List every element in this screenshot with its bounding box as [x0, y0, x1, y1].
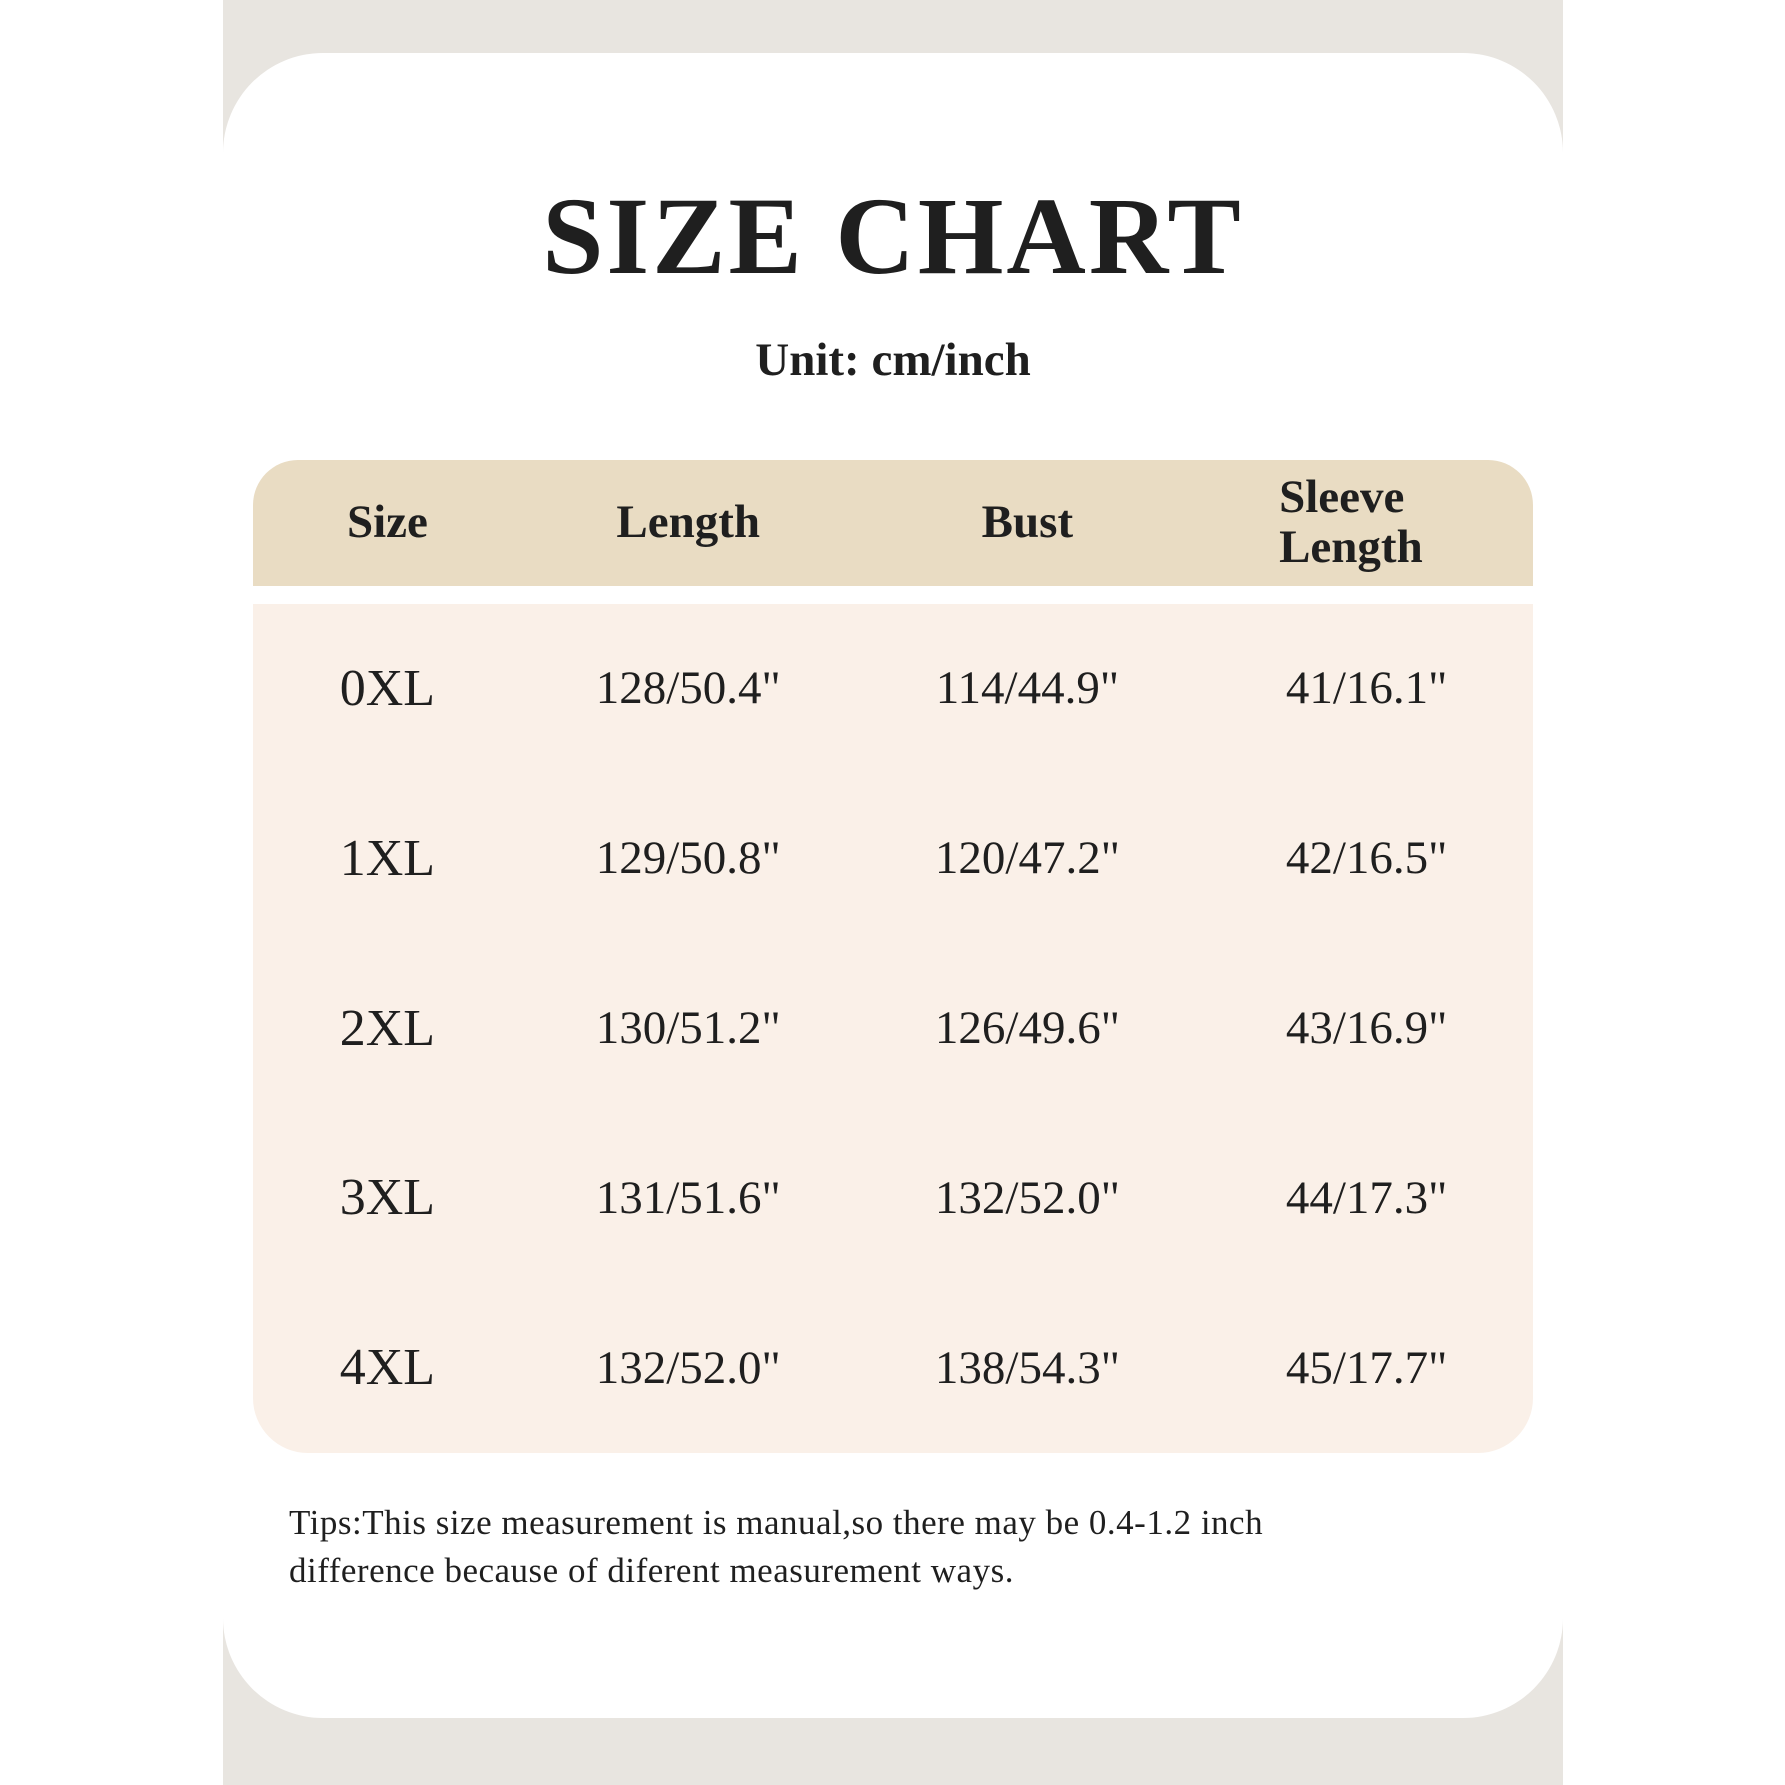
- table-row: [253, 943, 1533, 1113]
- header-cell-bust: [981, 495, 1074, 548]
- header-cell-sleeve-length: [1279, 473, 1454, 572]
- header-cell-length: [616, 495, 761, 548]
- bust-cell: 132/52.0": [934, 1171, 1120, 1224]
- table-row: [253, 1113, 1533, 1283]
- bust-cell: 120/47.2": [934, 832, 1120, 885]
- length-cell: 132/52.0": [595, 1341, 781, 1394]
- tips-text: Tips:This size measurement is manual,so there may be 0.4-1.2 inch difference because of diferent measurement ways.: [289, 1502, 1264, 1590]
- header-label-bust: Bust: [981, 495, 1074, 548]
- bust-cell: 114/44.9": [935, 662, 1120, 715]
- table-header-row: [253, 460, 1533, 586]
- header-cell-size: [346, 495, 428, 548]
- length-cell: 130/51.2": [595, 1002, 781, 1055]
- bust-cell: 138/54.3": [934, 1341, 1120, 1394]
- size-cell: 2XL: [339, 999, 436, 1057]
- unit-label: Unit: cm/inch: [755, 333, 1031, 386]
- header-label-size: Size: [346, 495, 428, 548]
- bust-cell: 126/49.6": [934, 1002, 1120, 1055]
- length-cell: 128/50.4": [595, 662, 781, 715]
- sleeve-length-cell: 43/16.9": [1285, 1002, 1448, 1055]
- table-row: [253, 773, 1533, 943]
- table-body: [253, 604, 1533, 1453]
- sleeve-length-cell: 44/17.3": [1285, 1171, 1448, 1224]
- size-cell: 3XL: [339, 1169, 436, 1227]
- size-cell: 1XL: [339, 829, 436, 887]
- length-cell: 131/51.6": [595, 1171, 781, 1224]
- size-cell: 0XL: [339, 659, 436, 717]
- page-title: SIZE CHART: [542, 175, 1244, 297]
- header-label-length: Length: [616, 495, 761, 548]
- table-row: [253, 1283, 1533, 1453]
- length-cell: 129/50.8": [595, 832, 781, 885]
- sleeve-length-cell: 41/16.1": [1285, 662, 1448, 715]
- sleeve-length-cell: 42/16.5": [1285, 832, 1448, 885]
- header-label-sleeve-length: Sleeve Length: [1279, 471, 1423, 573]
- sleeve-length-cell: 45/17.7": [1285, 1341, 1448, 1394]
- size-chart-card: [223, 53, 1563, 1718]
- table-row: [253, 604, 1533, 774]
- table-header-gap: [253, 586, 1533, 604]
- size-cell: 4XL: [339, 1339, 436, 1397]
